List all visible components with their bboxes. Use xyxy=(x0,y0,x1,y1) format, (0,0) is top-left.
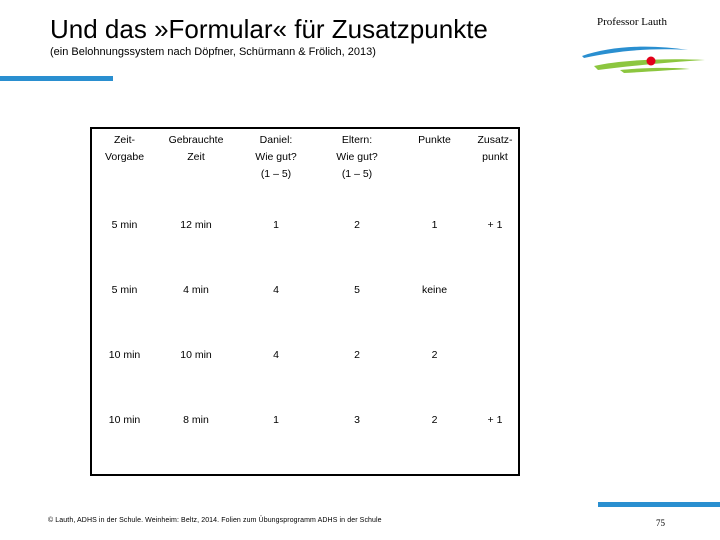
table-cell: 4 xyxy=(273,349,279,361)
table-cell: 2 xyxy=(431,414,438,426)
table-cell: + 1 xyxy=(487,414,503,426)
header-punkte: Punkte xyxy=(418,134,451,146)
table-cell: 2 xyxy=(354,349,360,361)
table-cell: 12 min xyxy=(180,219,212,231)
header-daniel: Daniel: Wie gut? (1 – 5) xyxy=(255,134,297,180)
table-cell xyxy=(472,344,519,409)
table-header-row xyxy=(91,128,519,214)
header-gebrauchte-zeit: Gebrauchte Zeit xyxy=(168,134,224,163)
table-cell xyxy=(472,279,519,344)
table-row xyxy=(91,214,519,279)
table-cell: 5 xyxy=(354,284,360,296)
header-zusatzpunkt: Zusatz- punkt xyxy=(477,134,513,163)
table-cell: 10 min xyxy=(108,349,141,361)
header-eltern: Eltern: Wie gut? (1 – 5) xyxy=(336,134,378,180)
slide-subtitle: (ein Belohnungssystem nach Döpfner, Schürmann & Frölich, 2013) xyxy=(50,46,376,58)
table-cell: 8 min xyxy=(183,414,209,426)
slide-title: Und das »Formular« für Zusatzpunkte xyxy=(50,14,488,44)
author-label: Professor Lauth xyxy=(597,16,667,28)
table-row xyxy=(91,344,519,409)
table-cell: 5 min xyxy=(111,284,138,296)
footer-citation: © Lauth, ADHS in der Schule. Weinheim: Beltz, 2014. Folien zum Übungsprogramm ADHS in der Schule xyxy=(48,517,382,524)
table-cell: 2 xyxy=(431,349,438,361)
table-cell: 1 xyxy=(273,219,279,231)
table-cell: 10 min xyxy=(108,414,141,426)
header-zeit-vorgabe: Zeit- Vorgabe xyxy=(104,134,145,163)
university-logo-icon xyxy=(580,40,710,76)
page-number: 75 xyxy=(656,518,665,528)
table-cell: 5 min xyxy=(111,219,138,231)
table-cell: 2 xyxy=(354,219,360,231)
table-cell: 3 xyxy=(354,414,360,426)
table-cell: 1 xyxy=(273,414,279,426)
accent-bar-bottom xyxy=(598,502,720,507)
table-cell: 4 xyxy=(273,284,279,296)
table-cell: keine xyxy=(421,284,448,296)
table-cell: 1 xyxy=(431,219,438,231)
table-row xyxy=(91,409,519,475)
accent-bar-top xyxy=(0,76,113,81)
table-cell: 4 min xyxy=(183,284,209,296)
points-form-table xyxy=(90,127,520,476)
table-row xyxy=(91,279,519,344)
table-cell: 10 min xyxy=(180,349,212,361)
table-cell: + 1 xyxy=(487,219,503,231)
